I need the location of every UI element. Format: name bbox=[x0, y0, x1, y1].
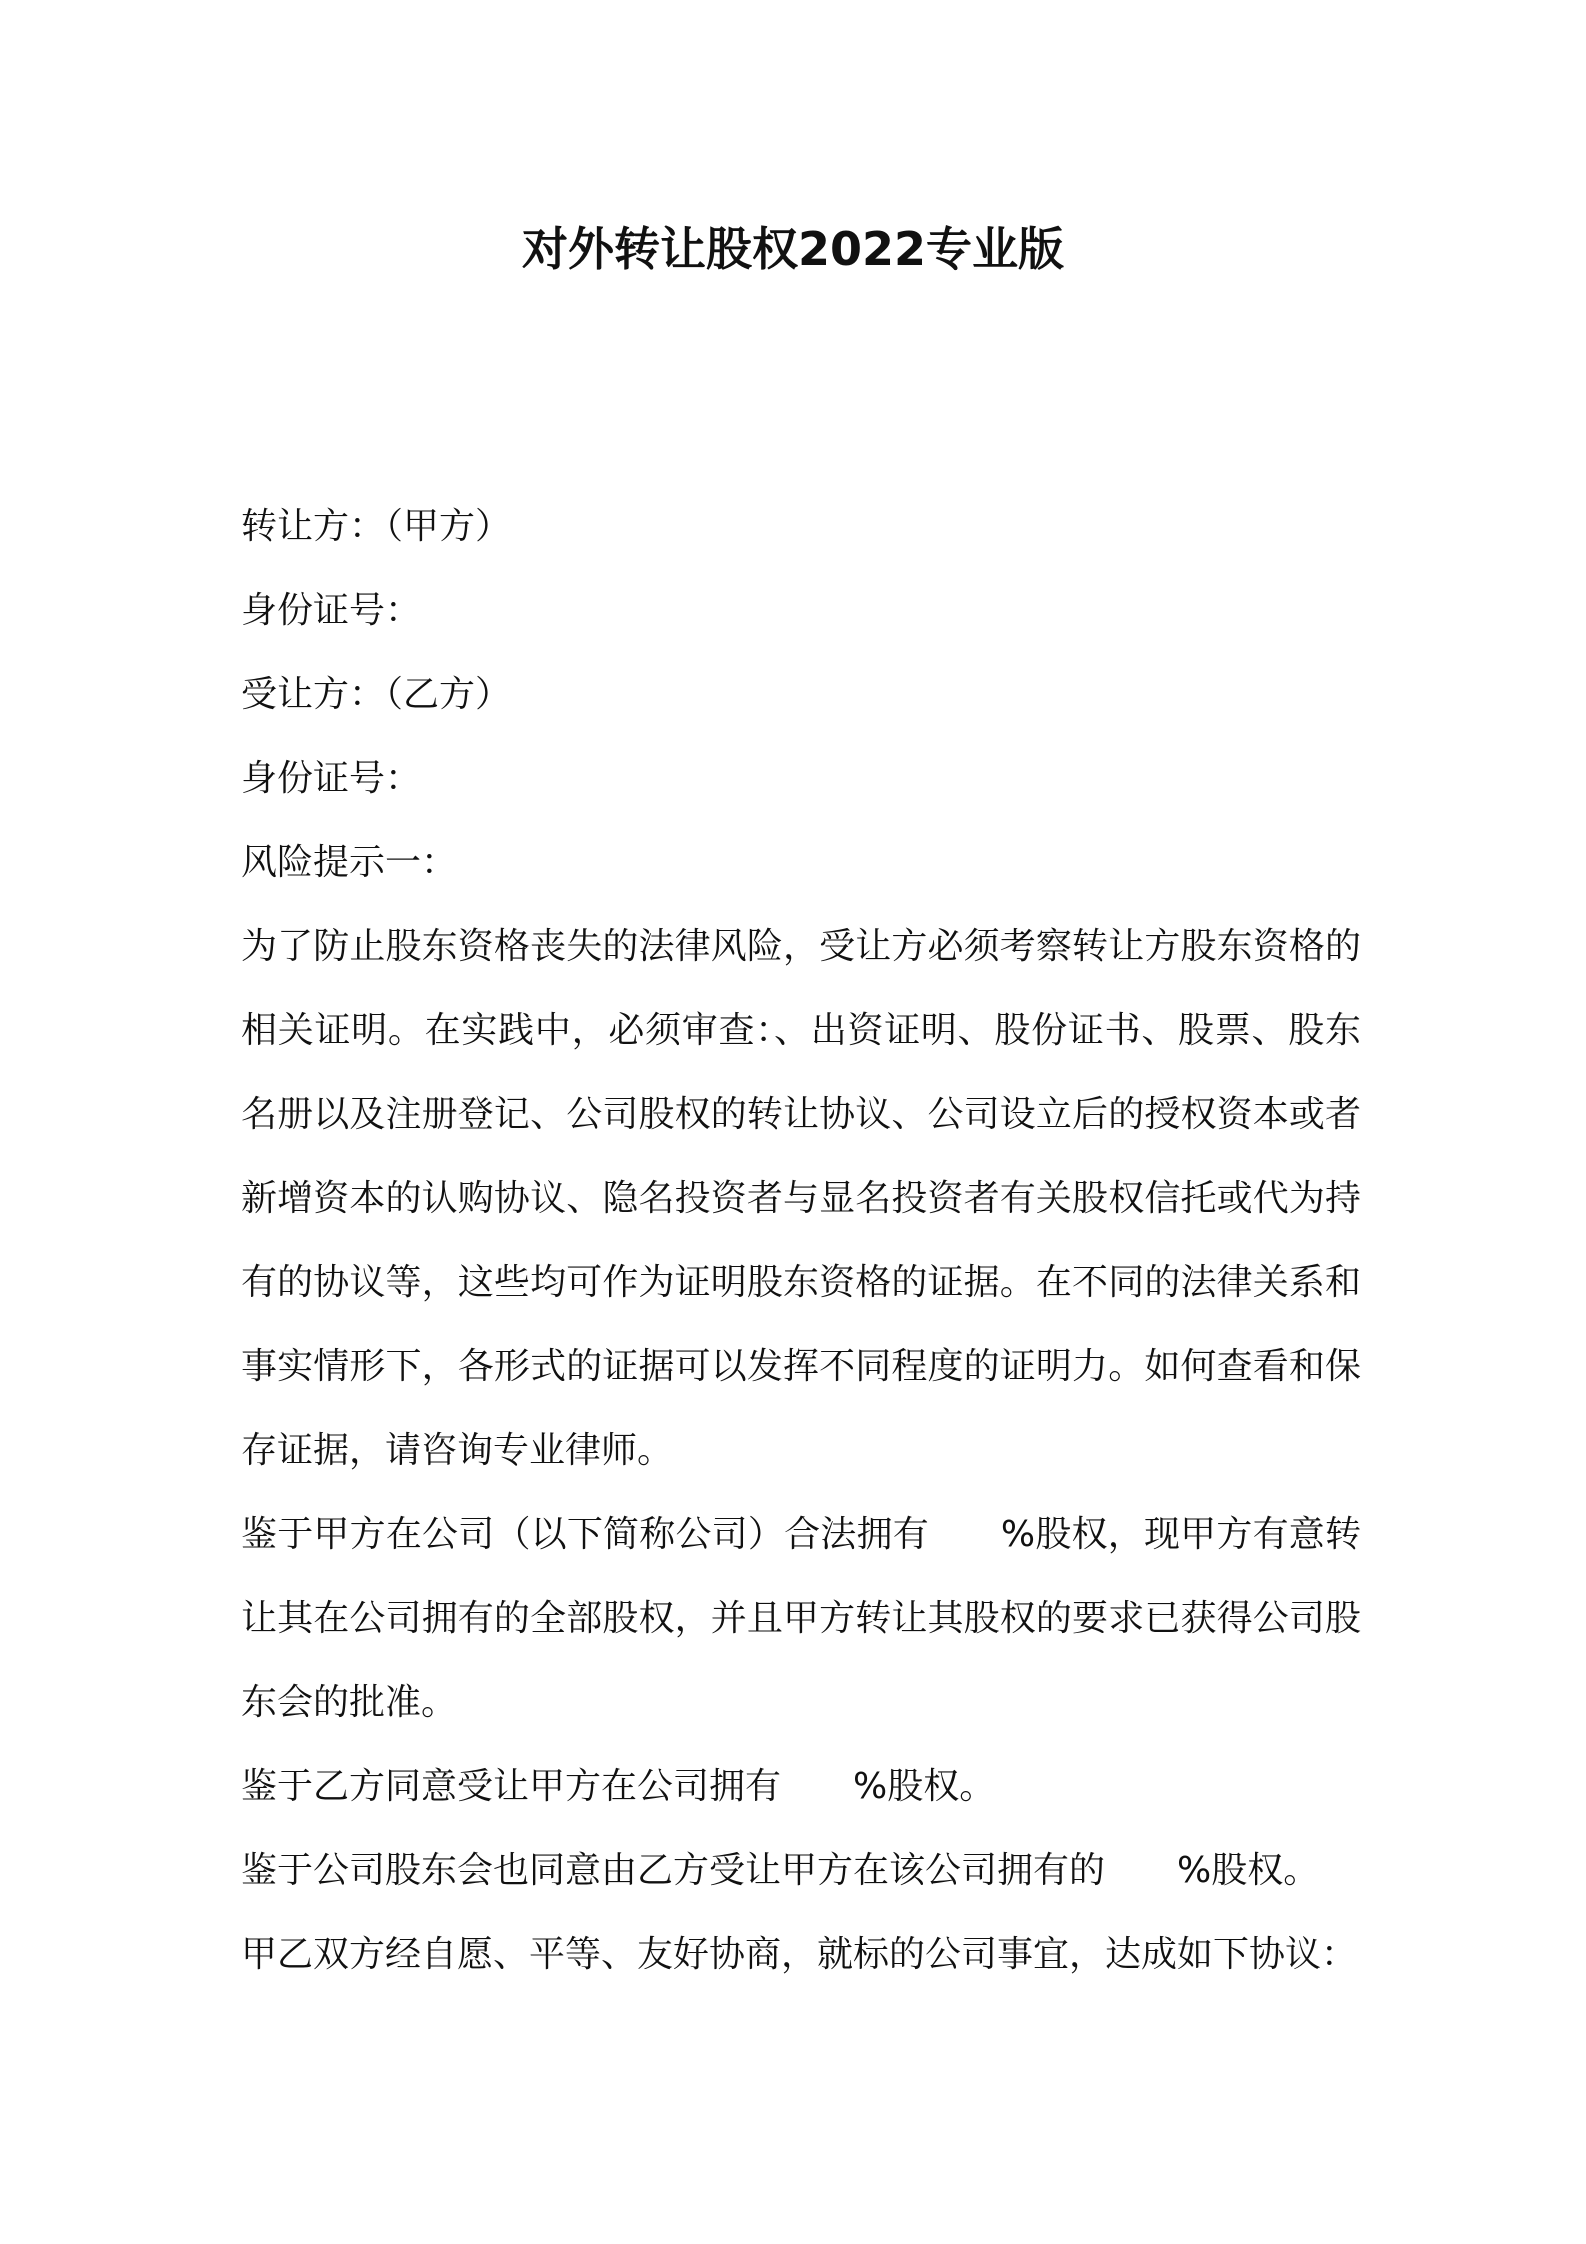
document-body bbox=[241, 485, 1361, 1997]
recital-2-before: 鉴于乙方同意受让甲方在公司拥有 bbox=[241, 1766, 782, 1807]
agreement-intro: 甲乙双方经自愿、平等、友好协商，就标的公司事宜，达成如下协议： bbox=[241, 1934, 1358, 1975]
risk-paragraph: 为了防止股东资格丧失的法律风险，受让方必须考察转让方股东资格的相关证明。在实践中，必须审查：、出资证明、股份证书、股票、股东名册以及注册登记、公司股权的转让协议、公司设立后的授权资本或者新增资本的认购协议、隐名投资者与显名投资者有关股权信托或代为持有的协议等，这些均可作为证明股东资格的证据。在不同的法律关系和事实情形下，各形式的证据可以发挥不同程度的证明力。如何查看和保存证据，请咨询专业律师。 bbox=[241, 926, 1361, 1471]
transferee-id-line: 身份证号： bbox=[241, 758, 422, 799]
transferor-id-line: 身份证号： bbox=[241, 590, 422, 631]
recital-3-before: 鉴于公司股东会也同意由乙方受让甲方在该公司拥有的 bbox=[241, 1850, 1106, 1891]
transferee-line: 受让方：（乙方） bbox=[241, 674, 512, 715]
recital-3-after: %股权。 bbox=[1177, 1850, 1320, 1891]
recital-1-before: 鉴于甲方在公司（以下简称公司）合法拥有 bbox=[241, 1514, 929, 1555]
recital-1-after: %股权，现甲方有意转让其在公司拥有的全部股权，并且甲方转让其股权的要求已获得公司股东会的批准。 bbox=[241, 1514, 1361, 1723]
recital-2 bbox=[241, 1745, 1361, 1829]
recital-2-after: %股权。 bbox=[853, 1766, 996, 1807]
recital-1 bbox=[241, 1493, 1361, 1745]
recital-3 bbox=[241, 1829, 1361, 1913]
transferor-line: 转让方：（甲方） bbox=[241, 506, 512, 547]
document-title: 对外转让股权2022专业版 bbox=[521, 222, 1065, 276]
risk-heading: 风险提示一： bbox=[241, 842, 458, 883]
